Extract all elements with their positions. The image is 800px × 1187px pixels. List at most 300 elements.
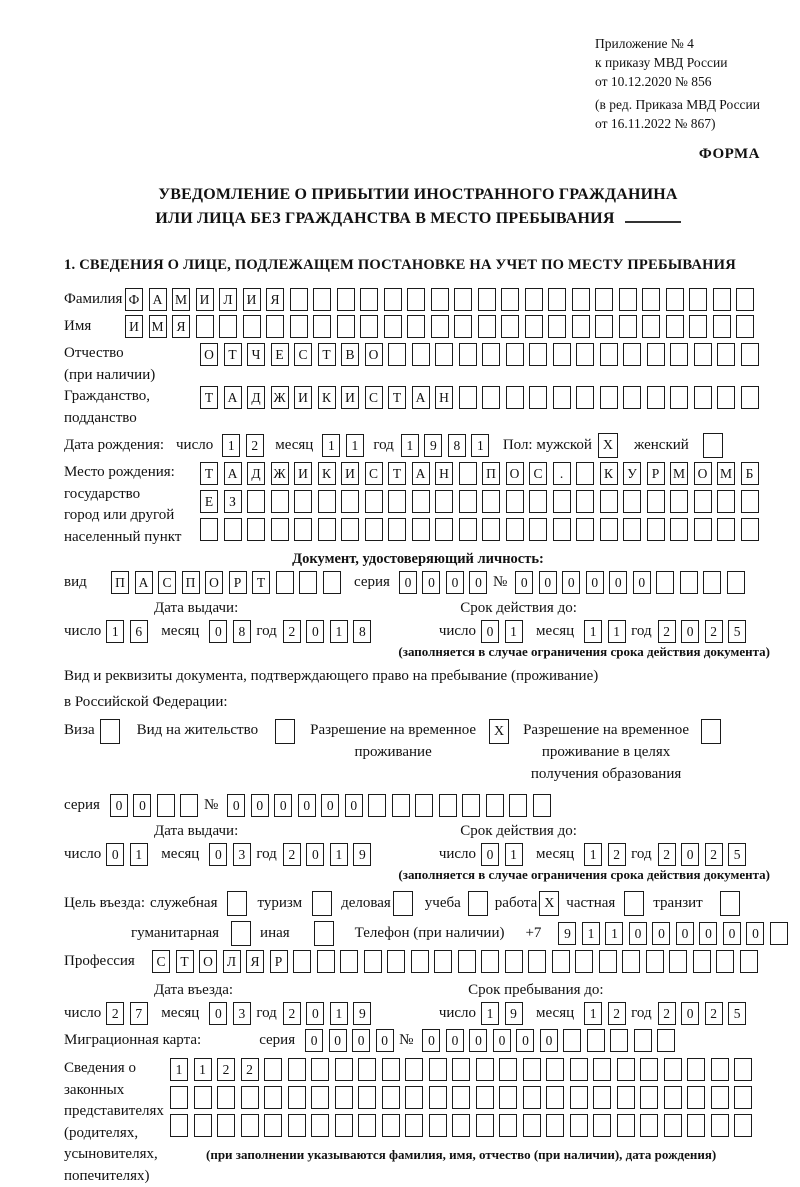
form-cell[interactable] (506, 490, 524, 513)
form-cell[interactable]: 0 (422, 571, 440, 594)
form-cell[interactable] (680, 571, 698, 594)
purpose-tourism-checkbox[interactable] (312, 891, 332, 916)
form-cell[interactable] (200, 518, 218, 541)
form-cell[interactable] (294, 518, 312, 541)
purpose-transit-checkbox[interactable] (720, 891, 740, 916)
form-cell[interactable] (647, 518, 665, 541)
form-cell[interactable] (499, 1114, 517, 1137)
form-cell[interactable] (572, 288, 590, 311)
form-cell[interactable] (670, 518, 688, 541)
form-cell[interactable] (405, 1086, 423, 1109)
form-cell[interactable] (335, 1058, 353, 1081)
form-cell[interactable] (290, 315, 308, 338)
form-cell[interactable] (311, 1058, 329, 1081)
form-cell[interactable]: 0 (227, 794, 245, 817)
form-cell[interactable] (523, 1114, 541, 1137)
form-cell[interactable] (664, 1086, 682, 1109)
form-cell[interactable] (435, 343, 453, 366)
form-cell[interactable]: 1 (505, 620, 523, 643)
form-cell[interactable]: Н (435, 462, 453, 485)
form-cell[interactable] (703, 571, 721, 594)
form-cell[interactable]: 2 (705, 620, 723, 643)
form-cell[interactable]: 0 (298, 794, 316, 817)
form-cell[interactable] (506, 386, 524, 409)
form-cell[interactable]: 1 (330, 620, 348, 643)
form-cell[interactable]: З (224, 490, 242, 513)
form-cell[interactable] (266, 315, 284, 338)
form-cell[interactable] (243, 315, 261, 338)
form-cell[interactable]: И (294, 462, 312, 485)
form-cell[interactable] (452, 1086, 470, 1109)
form-cell[interactable]: О (694, 462, 712, 485)
form-cell[interactable] (341, 490, 359, 513)
form-cell[interactable]: 2 (658, 620, 676, 643)
form-cell[interactable] (382, 1114, 400, 1137)
form-cell[interactable] (741, 386, 759, 409)
form-cell[interactable] (405, 1114, 423, 1137)
form-cell[interactable] (575, 950, 593, 973)
form-cell[interactable] (170, 1114, 188, 1137)
form-cell[interactable] (224, 518, 242, 541)
form-cell[interactable]: С (365, 462, 383, 485)
form-cell[interactable] (634, 1029, 652, 1052)
form-cell[interactable] (337, 315, 355, 338)
form-cell[interactable] (411, 950, 429, 973)
form-cell[interactable]: 0 (652, 922, 670, 945)
form-cell[interactable] (694, 518, 712, 541)
form-cell[interactable] (358, 1058, 376, 1081)
form-cell[interactable]: 1 (330, 843, 348, 866)
form-cell[interactable] (290, 288, 308, 311)
stay-place-number-blank[interactable] (625, 208, 681, 223)
form-cell[interactable] (717, 386, 735, 409)
form-cell[interactable]: 2 (217, 1058, 235, 1081)
form-cell[interactable] (454, 288, 472, 311)
form-cell[interactable] (528, 950, 546, 973)
form-cell[interactable]: И (196, 288, 214, 311)
form-cell[interactable] (717, 490, 735, 513)
form-cell[interactable] (459, 462, 477, 485)
form-cell[interactable]: О (506, 462, 524, 485)
form-cell[interactable] (476, 1058, 494, 1081)
form-cell[interactable] (617, 1114, 635, 1137)
form-cell[interactable] (439, 794, 457, 817)
form-cell[interactable]: М (670, 462, 688, 485)
form-cell[interactable] (217, 1086, 235, 1109)
form-cell[interactable] (593, 1086, 611, 1109)
form-cell[interactable]: 2 (283, 843, 301, 866)
form-cell[interactable] (501, 315, 519, 338)
form-cell[interactable]: И (125, 315, 143, 338)
form-cell[interactable] (180, 794, 198, 817)
form-cell[interactable]: 2 (705, 1002, 723, 1025)
form-cell[interactable] (478, 315, 496, 338)
form-cell[interactable] (711, 1058, 729, 1081)
form-cell[interactable] (459, 490, 477, 513)
form-cell[interactable] (546, 1086, 564, 1109)
form-cell[interactable] (311, 1114, 329, 1137)
form-cell[interactable] (365, 518, 383, 541)
form-cell[interactable]: 0 (352, 1029, 370, 1052)
form-cell[interactable] (548, 288, 566, 311)
form-cell[interactable]: 0 (446, 1029, 464, 1052)
form-cell[interactable] (664, 1058, 682, 1081)
form-cell[interactable]: 1 (584, 620, 602, 643)
form-cell[interactable] (276, 571, 294, 594)
form-cell[interactable]: 0 (306, 1002, 324, 1025)
form-cell[interactable]: М (172, 288, 190, 311)
form-cell[interactable]: С (365, 386, 383, 409)
form-cell[interactable]: 0 (306, 843, 324, 866)
form-cell[interactable] (576, 462, 594, 485)
form-cell[interactable] (412, 490, 430, 513)
form-cell[interactable]: Т (388, 462, 406, 485)
form-cell[interactable] (288, 1058, 306, 1081)
form-cell[interactable] (360, 315, 378, 338)
form-cell[interactable] (196, 315, 214, 338)
form-cell[interactable]: 1 (106, 620, 124, 643)
form-cell[interactable] (247, 518, 265, 541)
form-cell[interactable] (454, 315, 472, 338)
form-cell[interactable]: 0 (305, 1029, 323, 1052)
form-cell[interactable] (412, 518, 430, 541)
form-cell[interactable]: О (205, 571, 223, 594)
form-cell[interactable] (476, 1114, 494, 1137)
form-cell[interactable] (388, 343, 406, 366)
form-cell[interactable] (435, 518, 453, 541)
form-cell[interactable] (429, 1114, 447, 1137)
form-cell[interactable]: С (294, 343, 312, 366)
form-cell[interactable] (431, 315, 449, 338)
form-cell[interactable]: 5 (728, 1002, 746, 1025)
form-cell[interactable] (717, 518, 735, 541)
form-cell[interactable] (271, 518, 289, 541)
form-cell[interactable] (552, 950, 570, 973)
form-cell[interactable] (670, 343, 688, 366)
form-cell[interactable] (482, 386, 500, 409)
form-cell[interactable] (741, 518, 759, 541)
form-cell[interactable] (358, 1114, 376, 1137)
form-cell[interactable]: 0 (446, 571, 464, 594)
form-cell[interactable] (599, 950, 617, 973)
form-cell[interactable] (459, 518, 477, 541)
form-cell[interactable] (563, 1029, 581, 1052)
form-cell[interactable]: А (149, 288, 167, 311)
form-cell[interactable]: 0 (345, 794, 363, 817)
form-cell[interactable]: 1 (322, 434, 340, 457)
form-cell[interactable] (486, 794, 504, 817)
form-cell[interactable] (509, 794, 527, 817)
form-cell[interactable] (478, 288, 496, 311)
form-cell[interactable]: 2 (608, 1002, 626, 1025)
form-cell[interactable]: К (600, 462, 618, 485)
form-cell[interactable]: 0 (723, 922, 741, 945)
form-cell[interactable]: 0 (321, 794, 339, 817)
form-cell[interactable] (388, 490, 406, 513)
form-cell[interactable] (529, 490, 547, 513)
form-cell[interactable]: Т (176, 950, 194, 973)
form-cell[interactable]: 7 (130, 1002, 148, 1025)
form-cell[interactable] (600, 518, 618, 541)
form-cell[interactable]: 0 (681, 1002, 699, 1025)
form-cell[interactable]: Ж (271, 386, 289, 409)
form-cell[interactable]: 5 (728, 620, 746, 643)
form-cell[interactable] (318, 490, 336, 513)
form-cell[interactable]: С (158, 571, 176, 594)
form-cell[interactable]: 1 (608, 620, 626, 643)
form-cell[interactable] (241, 1114, 259, 1137)
form-cell[interactable] (435, 490, 453, 513)
temp-residence-checkbox[interactable]: X (489, 719, 509, 744)
form-cell[interactable] (741, 490, 759, 513)
form-cell[interactable] (264, 1086, 282, 1109)
form-cell[interactable] (170, 1086, 188, 1109)
form-cell[interactable] (335, 1086, 353, 1109)
form-cell[interactable] (384, 315, 402, 338)
sex-male-checkbox[interactable]: X (598, 433, 618, 458)
form-cell[interactable] (482, 343, 500, 366)
purpose-official-checkbox[interactable] (227, 891, 247, 916)
form-cell[interactable]: . (553, 462, 571, 485)
form-cell[interactable]: Н (435, 386, 453, 409)
form-cell[interactable]: 2 (283, 1002, 301, 1025)
form-cell[interactable] (657, 1029, 675, 1052)
form-cell[interactable]: О (365, 343, 383, 366)
form-cell[interactable] (387, 950, 405, 973)
form-cell[interactable]: 0 (376, 1029, 394, 1052)
form-cell[interactable]: 0 (633, 571, 651, 594)
form-cell[interactable]: 3 (233, 843, 251, 866)
form-cell[interactable] (687, 1114, 705, 1137)
form-cell[interactable] (572, 315, 590, 338)
form-cell[interactable] (412, 343, 430, 366)
form-cell[interactable] (157, 794, 175, 817)
form-cell[interactable] (576, 490, 594, 513)
form-cell[interactable] (323, 571, 341, 594)
temp-residence-education-checkbox[interactable] (701, 719, 721, 744)
purpose-business-checkbox[interactable] (393, 891, 413, 916)
form-cell[interactable]: 0 (251, 794, 269, 817)
form-cell[interactable]: 2 (106, 1002, 124, 1025)
form-cell[interactable]: О (200, 343, 218, 366)
form-cell[interactable]: 2 (246, 434, 264, 457)
form-cell[interactable] (482, 490, 500, 513)
form-cell[interactable] (384, 288, 402, 311)
form-cell[interactable] (736, 315, 754, 338)
form-cell[interactable] (669, 950, 687, 973)
form-cell[interactable] (523, 1058, 541, 1081)
form-cell[interactable]: М (149, 315, 167, 338)
form-cell[interactable] (194, 1086, 212, 1109)
form-cell[interactable]: Т (200, 462, 218, 485)
form-cell[interactable]: 9 (505, 1002, 523, 1025)
form-cell[interactable] (717, 343, 735, 366)
form-cell[interactable] (600, 343, 618, 366)
form-cell[interactable]: 0 (209, 843, 227, 866)
form-cell[interactable]: 0 (586, 571, 604, 594)
form-cell[interactable] (689, 315, 707, 338)
form-cell[interactable]: А (224, 386, 242, 409)
purpose-study-checkbox[interactable] (468, 891, 488, 916)
form-cell[interactable]: Ч (247, 343, 265, 366)
purpose-other-checkbox[interactable] (314, 921, 334, 946)
form-cell[interactable]: Л (223, 950, 241, 973)
form-cell[interactable]: 1 (330, 1002, 348, 1025)
form-cell[interactable] (640, 1086, 658, 1109)
purpose-work-checkbox[interactable]: X (539, 891, 559, 916)
form-cell[interactable]: А (412, 462, 430, 485)
form-cell[interactable] (694, 386, 712, 409)
form-cell[interactable]: Т (318, 343, 336, 366)
form-cell[interactable] (299, 571, 317, 594)
form-cell[interactable] (617, 1086, 635, 1109)
form-cell[interactable] (670, 490, 688, 513)
form-cell[interactable] (335, 1114, 353, 1137)
form-cell[interactable]: П (182, 571, 200, 594)
form-cell[interactable] (593, 1114, 611, 1137)
form-cell[interactable]: 0 (481, 843, 499, 866)
form-cell[interactable]: 1 (584, 1002, 602, 1025)
form-cell[interactable] (734, 1114, 752, 1137)
form-cell[interactable] (595, 288, 613, 311)
form-cell[interactable] (405, 1058, 423, 1081)
form-cell[interactable] (727, 571, 745, 594)
form-cell[interactable] (364, 950, 382, 973)
form-cell[interactable]: 2 (658, 1002, 676, 1025)
form-cell[interactable]: 6 (130, 620, 148, 643)
form-cell[interactable]: П (111, 571, 129, 594)
form-cell[interactable]: Р (229, 571, 247, 594)
form-cell[interactable]: Р (647, 462, 665, 485)
form-cell[interactable] (622, 950, 640, 973)
form-cell[interactable]: 0 (209, 1002, 227, 1025)
form-cell[interactable]: Б (741, 462, 759, 485)
form-cell[interactable]: 0 (209, 620, 227, 643)
form-cell[interactable]: Т (388, 386, 406, 409)
form-cell[interactable]: 8 (448, 434, 466, 457)
form-cell[interactable] (459, 386, 477, 409)
form-cell[interactable] (481, 950, 499, 973)
form-cell[interactable] (382, 1086, 400, 1109)
form-cell[interactable] (770, 922, 788, 945)
form-cell[interactable]: 0 (699, 922, 717, 945)
form-cell[interactable] (623, 386, 641, 409)
form-cell[interactable]: Д (247, 462, 265, 485)
form-cell[interactable] (499, 1086, 517, 1109)
form-cell[interactable]: 0 (609, 571, 627, 594)
form-cell[interactable] (523, 1086, 541, 1109)
form-cell[interactable] (664, 1114, 682, 1137)
form-cell[interactable]: И (243, 288, 261, 311)
form-cell[interactable] (570, 1114, 588, 1137)
form-cell[interactable] (713, 315, 731, 338)
form-cell[interactable]: Т (252, 571, 270, 594)
form-cell[interactable] (294, 490, 312, 513)
form-cell[interactable] (646, 950, 664, 973)
form-cell[interactable] (548, 315, 566, 338)
form-cell[interactable] (576, 386, 594, 409)
form-cell[interactable]: И (294, 386, 312, 409)
form-cell[interactable] (499, 1058, 517, 1081)
form-cell[interactable] (640, 1058, 658, 1081)
form-cell[interactable] (593, 1058, 611, 1081)
form-cell[interactable] (340, 950, 358, 973)
form-cell[interactable]: 0 (540, 1029, 558, 1052)
form-cell[interactable] (600, 386, 618, 409)
form-cell[interactable] (619, 288, 637, 311)
form-cell[interactable]: У (623, 462, 641, 485)
sex-female-checkbox[interactable] (703, 433, 723, 458)
form-cell[interactable] (462, 794, 480, 817)
form-cell[interactable] (647, 490, 665, 513)
form-cell[interactable]: 2 (241, 1058, 259, 1081)
form-cell[interactable] (693, 950, 711, 973)
form-cell[interactable] (553, 386, 571, 409)
form-cell[interactable] (666, 288, 684, 311)
form-cell[interactable] (716, 950, 734, 973)
form-cell[interactable]: 2 (705, 843, 723, 866)
form-cell[interactable] (506, 343, 524, 366)
form-cell[interactable]: 0 (481, 620, 499, 643)
form-cell[interactable]: 0 (746, 922, 764, 945)
form-cell[interactable]: 0 (493, 1029, 511, 1052)
form-cell[interactable]: 1 (481, 1002, 499, 1025)
form-cell[interactable]: С (529, 462, 547, 485)
form-cell[interactable]: Я (246, 950, 264, 973)
form-cell[interactable] (264, 1058, 282, 1081)
form-cell[interactable] (533, 794, 551, 817)
form-cell[interactable] (318, 518, 336, 541)
form-cell[interactable] (623, 490, 641, 513)
form-cell[interactable] (341, 518, 359, 541)
form-cell[interactable] (687, 1058, 705, 1081)
form-cell[interactable] (452, 1058, 470, 1081)
form-cell[interactable]: 0 (469, 571, 487, 594)
form-cell[interactable] (576, 518, 594, 541)
form-cell[interactable]: С (152, 950, 170, 973)
form-cell[interactable]: 0 (469, 1029, 487, 1052)
form-cell[interactable]: 1 (194, 1058, 212, 1081)
form-cell[interactable] (736, 288, 754, 311)
form-cell[interactable]: 8 (233, 620, 251, 643)
form-cell[interactable]: 0 (681, 620, 699, 643)
form-cell[interactable]: 9 (353, 1002, 371, 1025)
form-cell[interactable]: 0 (676, 922, 694, 945)
form-cell[interactable]: Д (247, 386, 265, 409)
form-cell[interactable] (570, 1086, 588, 1109)
form-cell[interactable] (623, 343, 641, 366)
form-cell[interactable] (610, 1029, 628, 1052)
form-cell[interactable] (689, 288, 707, 311)
form-cell[interactable]: 0 (399, 571, 417, 594)
form-cell[interactable] (431, 288, 449, 311)
form-cell[interactable]: 0 (422, 1029, 440, 1052)
form-cell[interactable] (368, 794, 386, 817)
form-cell[interactable] (459, 343, 477, 366)
form-cell[interactable]: М (717, 462, 735, 485)
form-cell[interactable] (434, 950, 452, 973)
form-cell[interactable]: 1 (605, 922, 623, 945)
form-cell[interactable]: 0 (516, 1029, 534, 1052)
form-cell[interactable]: Я (266, 288, 284, 311)
form-cell[interactable]: 0 (539, 571, 557, 594)
form-cell[interactable] (647, 343, 665, 366)
form-cell[interactable] (670, 386, 688, 409)
form-cell[interactable]: Ф (125, 288, 143, 311)
form-cell[interactable]: А (135, 571, 153, 594)
form-cell[interactable] (600, 490, 618, 513)
form-cell[interactable]: 0 (306, 620, 324, 643)
